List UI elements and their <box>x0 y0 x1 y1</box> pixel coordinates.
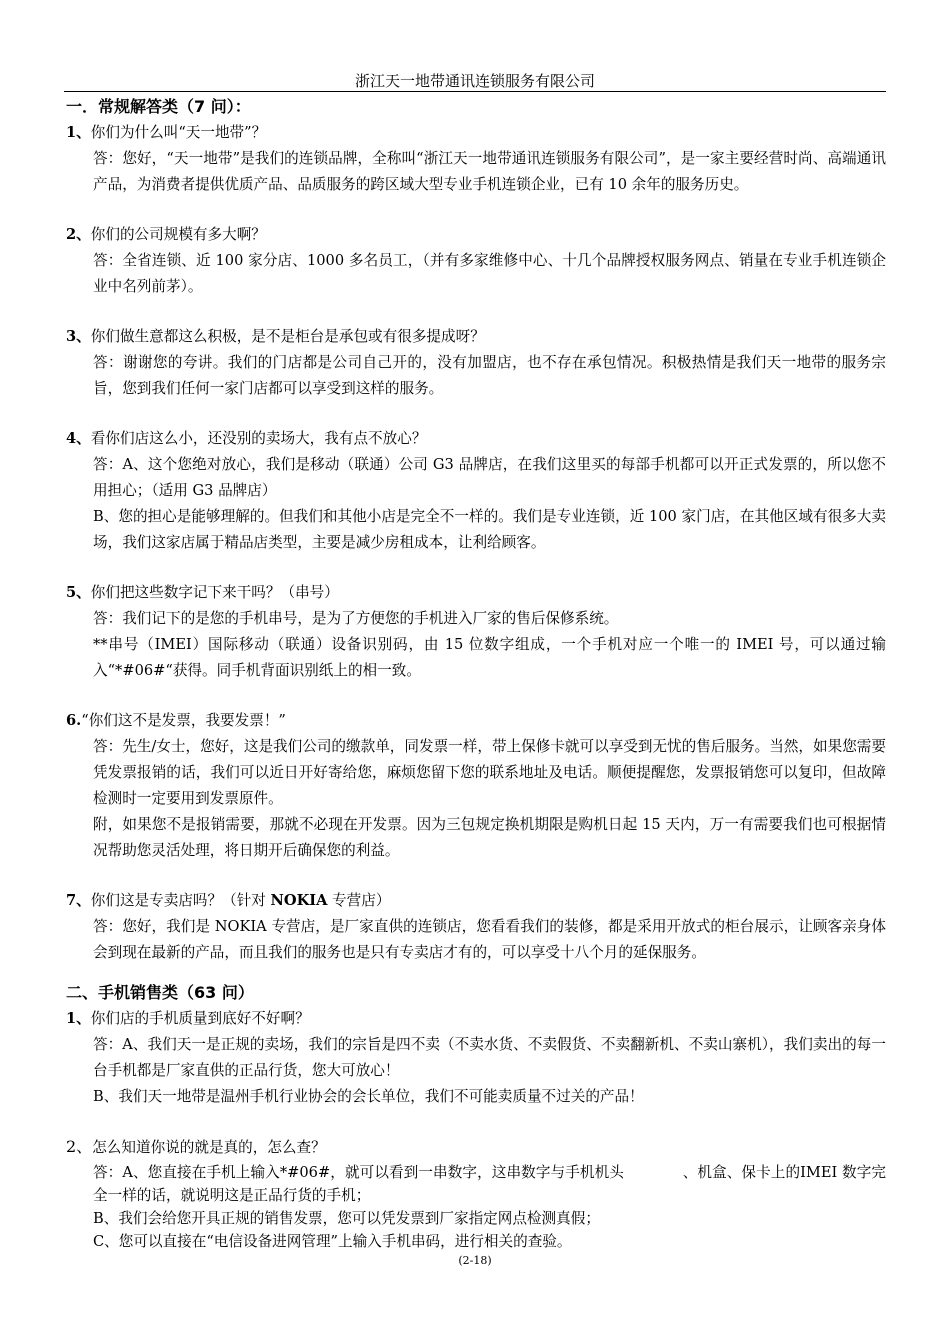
answer <box>93 1161 886 1253</box>
question-text: 你们这是专卖店吗？（针对 <box>90 892 271 909</box>
question-text: “你们这不是发票，我要发票！” <box>81 712 286 729</box>
question-number: 7、 <box>66 892 91 909</box>
question-text: 你们店的手机质量到底好不好啊？ <box>90 1010 310 1027</box>
qa-item <box>66 1006 886 1110</box>
question-number: 2、 <box>66 226 91 243</box>
answer-paragraph: 答：谢谢您的夸讲。我们的门店都是公司自己开的，没有加盟店，也不存在承包情况。积极热情是我们天一地带的服务宗旨，您到我们任何一家门店都可以享受到这样的服务。 <box>93 354 886 397</box>
answer <box>93 734 886 864</box>
question <box>66 324 886 350</box>
answer <box>93 606 886 684</box>
question <box>66 580 886 606</box>
question <box>66 888 886 914</box>
question-text: 你们做生意都这么积极，是不是柜台是承包或有很多提成呀？ <box>90 328 485 345</box>
answer <box>93 1032 886 1110</box>
answer-paragraph: 答：我们记下的是您的手机串号，是为了方便您的手机进入厂家的售后保修系统。 <box>93 610 619 627</box>
qa-item <box>66 120 886 198</box>
question <box>66 426 886 452</box>
answer-paragraph: 答：您好，“天一地带”是我们的连锁品牌，全称叫“浙江天一地带通讯连锁服务有限公司”，是一家主要经营时尚、高端通讯产品，为消费者提供优质产品、品质服务的跨区域大型专业手机连锁企业，已有 10 余年的服务历史。 <box>93 150 886 193</box>
question <box>66 1134 886 1161</box>
question-number: 1、 <box>66 1010 91 1027</box>
answer-paragraph: 答：先生/女士，您好，这是我们公司的缴款单，同发票一样，带上保修卡就可以享受到无忧的售后服务。当然，如果您需要凭发票报销的话，我们可以近日开好寄给您，麻烦您留下您的联系地址及电话。顺便提醒您，发票报销您可以复印，但故障检测时一定要用到发票原件。 <box>93 738 886 807</box>
answer-paragraph: 附，如果您不是报销需要，那就不必现在开发票。因为三包规定换机期限是购机日起 15 天内，万一有需要我们也可根据情况帮助您灵活处理，将日期开后确保您的利益。 <box>93 816 886 859</box>
question-text: 看你们店这么小，还没别的卖场大，我有点不放心？ <box>90 430 427 447</box>
question-text-tail: 专营店） <box>327 892 391 909</box>
page-content <box>66 94 886 1253</box>
question-number: 2、 <box>66 1137 93 1156</box>
question-text: 你们为什么叫“天一地带”？ <box>90 124 267 141</box>
qa-item <box>66 426 886 556</box>
question <box>66 120 886 146</box>
qa-item <box>66 222 886 300</box>
answer <box>93 248 886 300</box>
question-number: 1、 <box>66 124 91 141</box>
answer-paragraph: 答：A、这个您绝对放心，我们是移动（联通）公司 G3 品牌店，在我们这里买的每部手机都可以开正式发票的，所以您不用担心；（适用 G3 品牌店） <box>93 456 886 499</box>
answer <box>93 350 886 402</box>
answer-paragraph: B、我们会给您开具正规的销售发票，您可以凭发票到厂家指定网点检测真假； <box>93 1210 600 1227</box>
answer <box>93 914 886 966</box>
question-number: 4、 <box>66 430 91 447</box>
qa-item <box>66 580 886 684</box>
qa-item <box>66 888 886 966</box>
answer-paragraph: 答：您好，我们是 NOKIA 专营店，是厂家直供的连锁店，您看看我们的装修，都是采用开放式的柜台展示，让顾客亲身体会到现在最新的产品，而且我们的服务也是只有专卖店才有的，可以享受十八个月的延保服务。 <box>93 918 886 961</box>
answer-paragraph: B、您的担心是能够理解的。但我们和其他小店是完全不一样的。我们是专业连锁，近 100 家门店，在其他区域有很多大卖场，我们这家店属于精品店类型，主要是减少房租成本，让利给顾客。 <box>93 508 886 551</box>
answer-paragraph: 答：A、我们天一是正规的卖场，我们的宗旨是四不卖（不卖水货、不卖假货、不卖翻新机、不卖山寨机），我们卖出的每一台手机都是厂家直供的正品行货，您大可放心！ <box>93 1036 886 1079</box>
question-text: 你们的公司规模有多大啊？ <box>90 226 266 243</box>
question-number: 5、 <box>66 584 91 601</box>
answer-paragraph: 答：全省连锁、近 100 家分店、1000 多名员工，（并有多家维修中心、十几个品牌授权服务网点、销量在专业手机连锁企业中名列前茅）。 <box>93 252 886 295</box>
answer-paragraph: C、您可以直接在“电信设备进网管理”上输入手机串码，进行相关的查验。 <box>93 1233 572 1250</box>
answer-paragraph: 答：A、您直接在手机上输入*#06#，就可以看到一串数字，这串数字与手机机头 、机盒、保卡上的IMEI 数字完全一样的话，就说明这是正品行货的手机； <box>93 1164 886 1204</box>
answer <box>93 452 886 556</box>
answer-paragraph: **串号（IMEI）国际移动（联通）设备识别码，由 15 位数字组成，一个手机对应一个唯一的 IMEI 号，可以通过输入“*#06#“获得。同手机背面识别纸上的相一致。 <box>93 636 886 679</box>
question-text: 你们把这些数字记下来干吗？（串号） <box>90 584 339 601</box>
qa-item <box>66 708 886 864</box>
question <box>66 708 886 734</box>
page-header: 浙江天一地带通讯连锁服务有限公司 <box>354 72 595 90</box>
section-title-phone-sales: 二、手机销售类（63 问） <box>66 983 254 1002</box>
brand-name: NOKIA <box>270 892 328 909</box>
header-rule <box>64 91 886 92</box>
qa-item <box>66 1134 886 1253</box>
question <box>66 1006 886 1032</box>
question-text: 怎么知道你说的就是真的，怎么查？ <box>92 1139 326 1156</box>
question-number: 3、 <box>66 328 91 345</box>
question-number: 6. <box>66 712 82 729</box>
qa-item <box>66 324 886 402</box>
question <box>66 222 886 248</box>
answer <box>93 146 886 198</box>
answer-paragraph: B、我们天一地带是温州手机行业协会的会长单位，我们不可能卖质量不过关的产品！ <box>93 1088 644 1105</box>
section-title-general: 一．常规解答类（7 问）： <box>66 97 251 116</box>
page-number: (2-18) <box>458 1254 492 1267</box>
